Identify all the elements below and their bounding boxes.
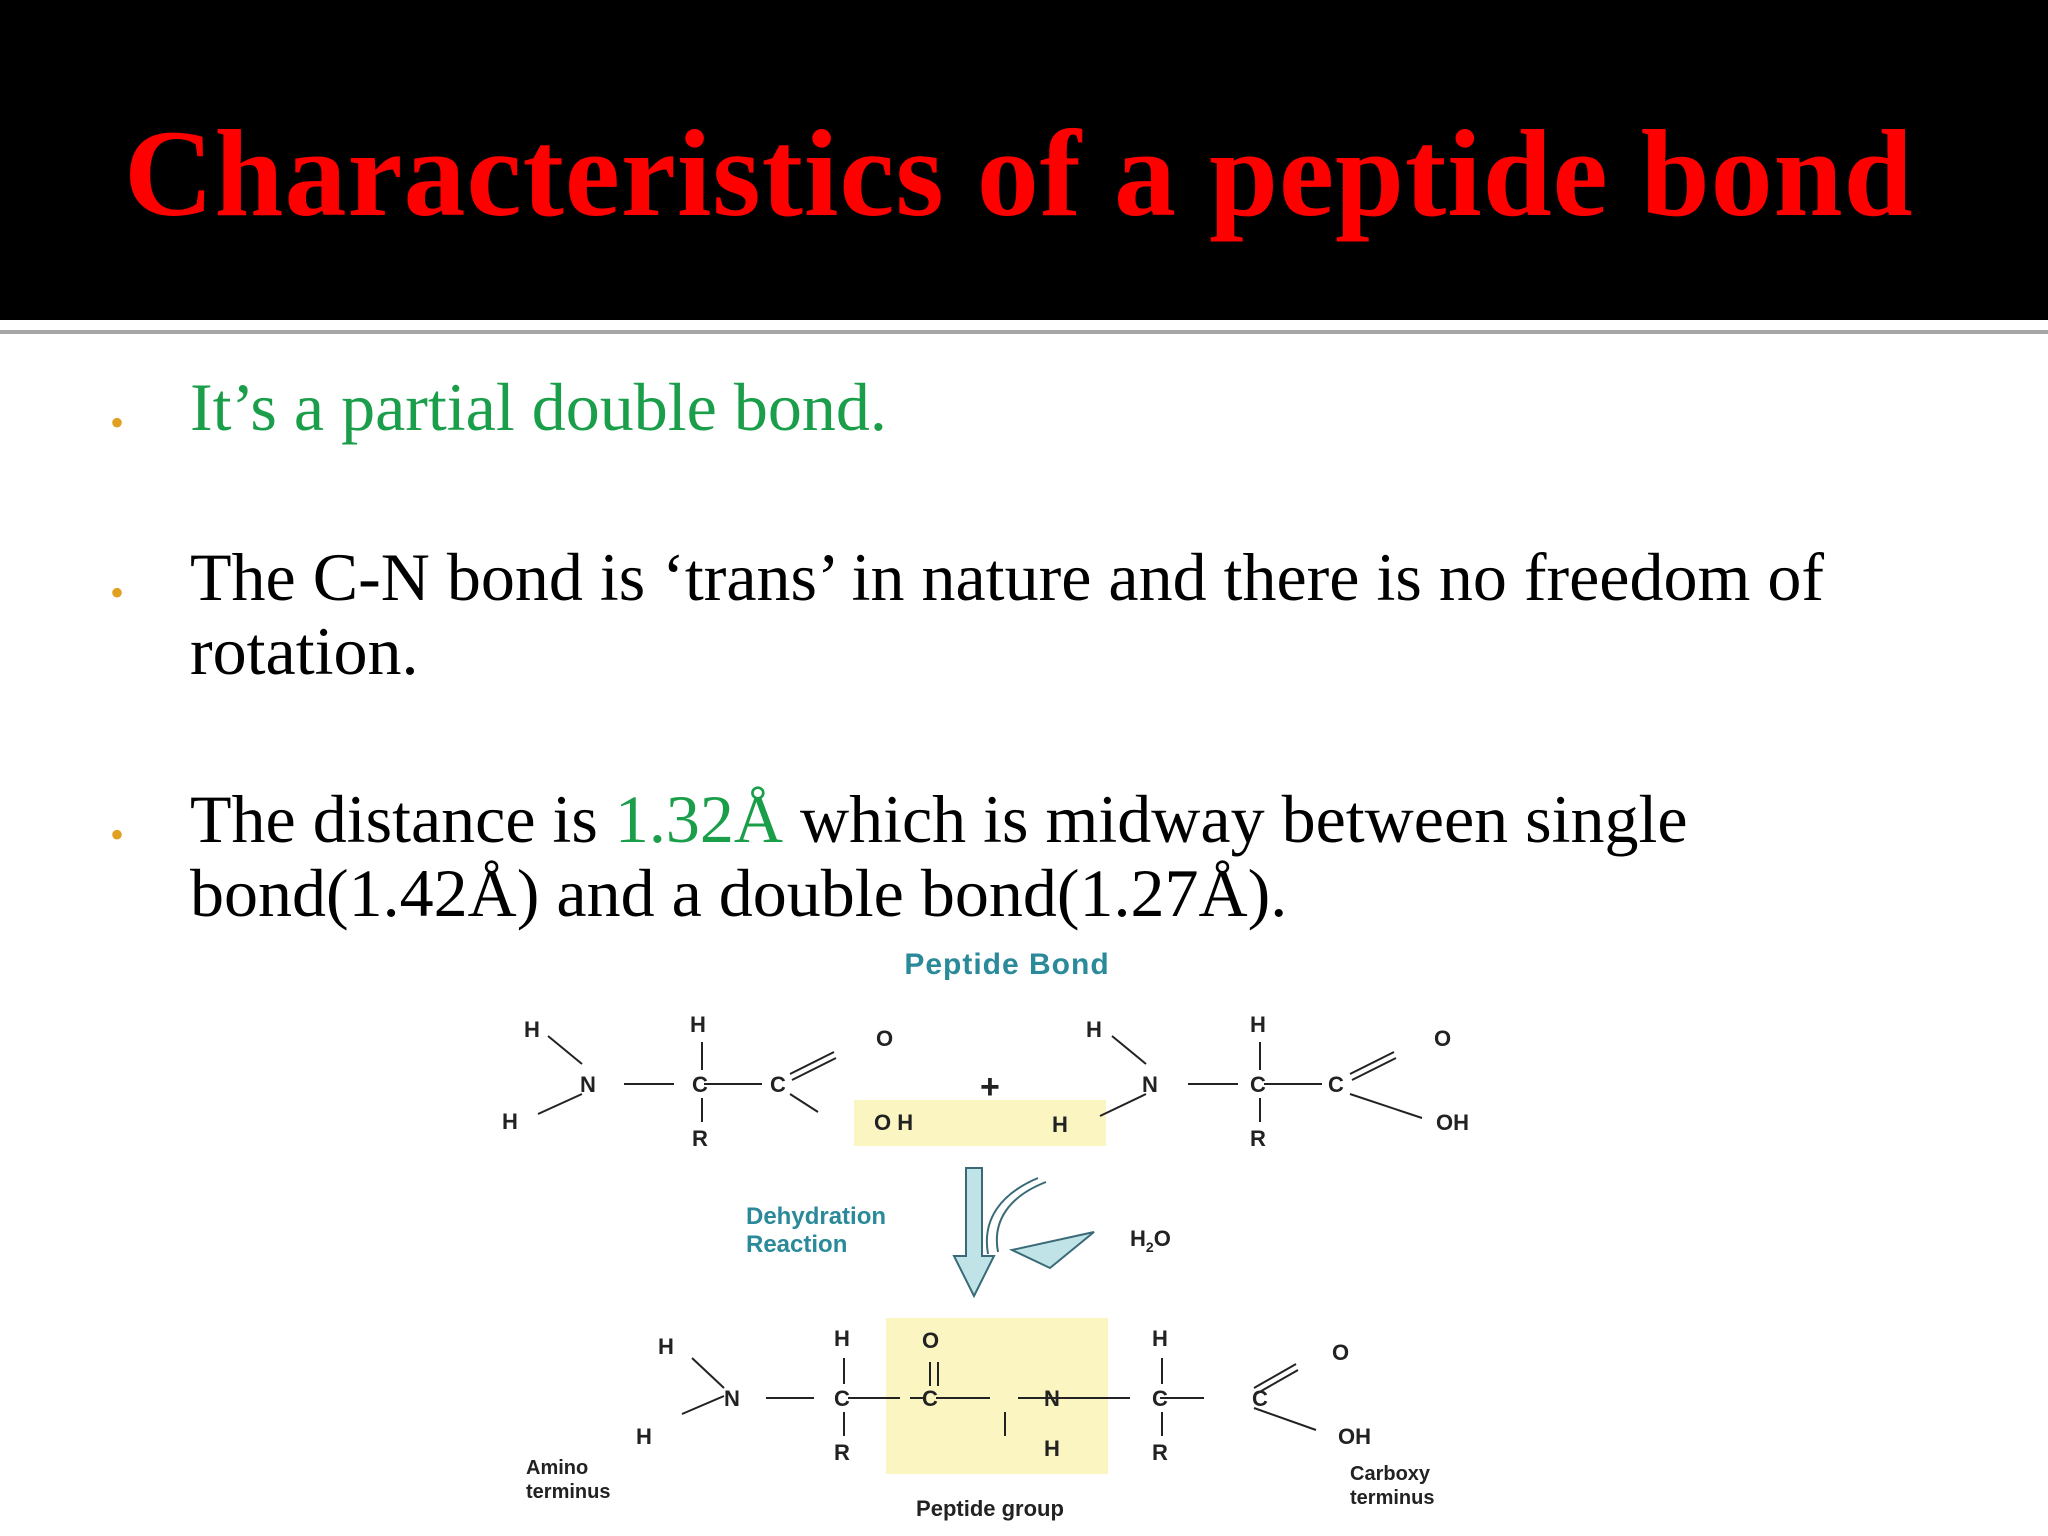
reaction-label: Dehydration (746, 1203, 887, 1230)
carboxy-terminus-label: terminus (1350, 1487, 1435, 1509)
diagram-title: Peptide Bond (904, 950, 1110, 981)
atom-c: C (1152, 1386, 1168, 1411)
atom-o: O (1434, 1026, 1452, 1051)
bullet-text (190, 782, 1970, 930)
atom-c: C (1252, 1386, 1268, 1411)
divider-white (0, 320, 2048, 328)
atom-c: C (922, 1386, 938, 1411)
atom-n: N (1044, 1386, 1060, 1411)
amino-terminus-label: Amino (526, 1457, 589, 1479)
atom-r: R (1152, 1440, 1168, 1465)
peptide-group-label: Peptide group (916, 1496, 1064, 1521)
bullet-text: The C-N bond is ‘trans’ in nature and there is no freedom of rotation. (190, 539, 1825, 689)
atom-h: H (1052, 1112, 1068, 1137)
atom-h: H (636, 1424, 652, 1449)
atom-h: H (1152, 1326, 1168, 1351)
bond-distance-value: 1.32Å (614, 781, 783, 857)
atom-r: R (692, 1126, 708, 1151)
water-label: $H_2O$ (1130, 1226, 1171, 1255)
atom-h: H (690, 1012, 706, 1037)
atom-n: N (1142, 1072, 1158, 1097)
atom-h: H (834, 1326, 850, 1351)
atom-n: N (580, 1072, 596, 1097)
bullet-marker: • (110, 570, 125, 615)
atom-o: O (876, 1026, 894, 1051)
atom-h: H (1250, 1012, 1266, 1037)
water-release-arrow (987, 1178, 1094, 1268)
peptide-bond-diagram (470, 950, 1510, 1530)
atom-h: H (502, 1109, 518, 1134)
atom-r: R (1250, 1126, 1266, 1151)
atom-oh: OH (1338, 1424, 1371, 1449)
atom-c: C (692, 1072, 708, 1097)
atom-oh: O H (874, 1110, 914, 1135)
reaction-label: Reaction (746, 1231, 848, 1258)
plus-sign: + (980, 1068, 1000, 1106)
bullet-marker: • (110, 400, 125, 445)
slide-title: Characteristics of a peptide bond (124, 105, 1914, 242)
atom-oh: OH (1436, 1110, 1469, 1135)
atom-h: H (1086, 1017, 1102, 1042)
title-bar (0, 0, 2048, 320)
bullet-marker: • (110, 812, 125, 857)
atom-o: O (1332, 1340, 1350, 1365)
atom-n: N (724, 1386, 740, 1411)
bullet-text-start: The distance is (190, 781, 615, 857)
amino-terminus-label: terminus (526, 1481, 611, 1503)
peptide-group-highlight (886, 1318, 1108, 1474)
atom-r: R (834, 1440, 850, 1465)
atom-h: H (658, 1334, 674, 1359)
atom-o: O (922, 1328, 940, 1353)
atom-h: H (1044, 1436, 1060, 1461)
atom-c: C (1250, 1072, 1266, 1097)
atom-c: C (770, 1072, 786, 1097)
bullet-text: It’s a partial double bond. (190, 369, 887, 445)
atom-c: C (834, 1386, 850, 1411)
bullet-text-end: which is midway between single bond(1.42Å) and a double bond(1.27Å). (190, 781, 1688, 931)
atom-c: C (1328, 1072, 1344, 1097)
carboxy-terminus-label: Carboxy (1350, 1463, 1431, 1485)
atom-h: H (524, 1017, 540, 1042)
